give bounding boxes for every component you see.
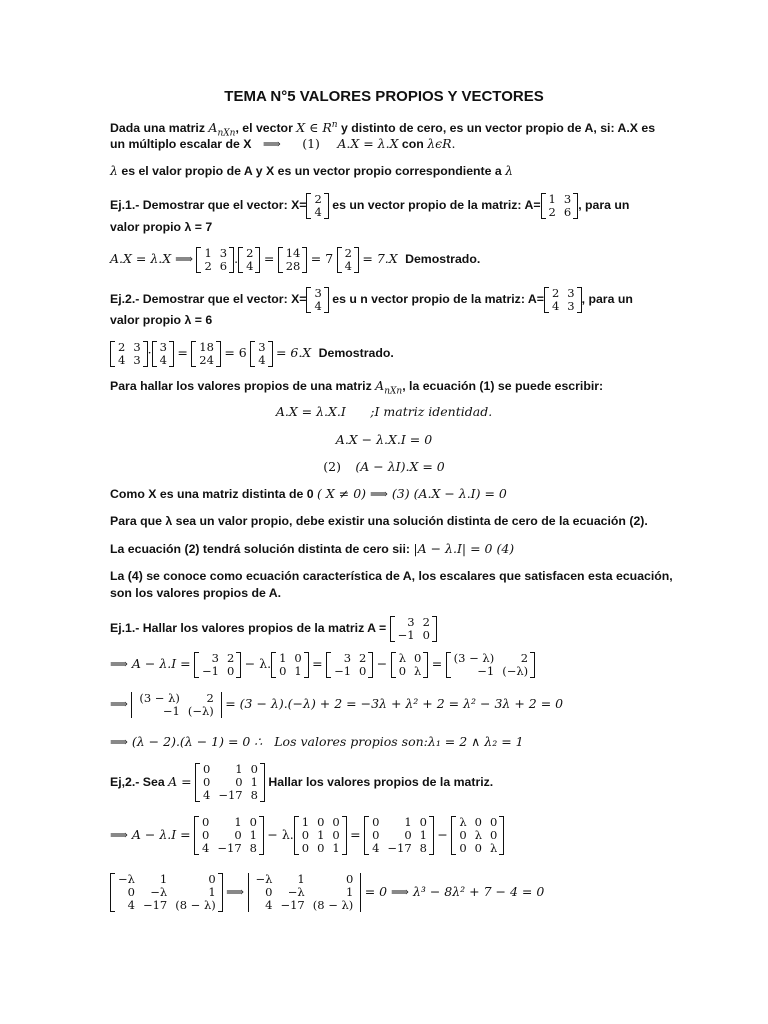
matrix-cell: 4 <box>372 841 380 856</box>
matrix-cell: 1 <box>159 872 168 887</box>
matrix-cell: 0 <box>208 872 216 887</box>
matrix-cell: 2 <box>551 285 560 300</box>
text: Ej.2.- Demostrar que el vector: X= <box>110 292 307 306</box>
matrix-cell: 0 <box>404 828 412 843</box>
math: |A − λ.I| = 0 (4) <box>413 541 515 556</box>
result-matrix <box>446 652 535 678</box>
matrix-cell: 0 <box>294 650 302 665</box>
matrix-cell: 4 <box>344 258 352 273</box>
matrix-cell: (−λ) <box>502 663 529 678</box>
matrix-cell: 0 <box>332 815 340 830</box>
equation-1 <box>0 403 768 421</box>
text: , para un <box>581 292 633 306</box>
text: Para hallar los valores propios de una matriz <box>110 379 376 393</box>
text: es un vector propio de la matriz: A= <box>328 198 541 212</box>
matrix-cell: 4 <box>258 352 266 367</box>
identity-matrix <box>294 816 347 855</box>
identity-matrix <box>271 652 309 678</box>
ej1-lambda: valor propio λ = 7 <box>110 220 213 234</box>
matrix-cell: 3 <box>133 339 141 354</box>
matrix-cell: −λ <box>287 885 305 900</box>
math: λ <box>505 163 514 178</box>
ecuacion-line <box>110 541 514 557</box>
text: , para un <box>578 198 630 212</box>
matrix-cell: (−λ) <box>187 703 214 718</box>
como-line <box>110 486 507 502</box>
matrix-cell: 28 <box>285 258 301 273</box>
matrix-cell: 0 <box>489 828 498 843</box>
matrix-cell: 0 <box>345 872 354 887</box>
matrix-cell: 1 <box>294 663 302 678</box>
matrix-cell: λ <box>459 815 467 830</box>
matrix-a <box>194 816 264 855</box>
matrix-cell: 2 <box>246 245 254 260</box>
matrix-cell: −1 <box>162 703 180 718</box>
matrix-cell: −1 <box>334 663 352 678</box>
math: X ∈ R <box>296 120 332 136</box>
matrix-cell: 3 <box>219 245 228 260</box>
matrix-cell: 0 <box>474 815 482 830</box>
math: A.X = λ.X <box>337 136 399 151</box>
ej2-statement <box>110 284 633 314</box>
matrix-cell: 0 <box>422 627 430 642</box>
text: y distinto de cero, es un vector propio de A, si: A.X es <box>337 121 656 136</box>
matrix-cell: −17 <box>280 898 305 913</box>
determinant <box>131 692 221 718</box>
ej1b-line-1: ⟹ A − λ.I = 3 2 −1 0 − λ. 1 0 0 1 = 3 2 −1 0 − λ 0 0 λ = (3 − λ) 2 −1 (−λ) <box>110 648 535 680</box>
matrix-cell: 0 <box>359 663 367 678</box>
matrix-cell: 2 <box>118 339 126 354</box>
text: . <box>451 136 456 151</box>
matrix-cell: (3 − λ) <box>453 650 495 665</box>
math: = (3 − λ).(−λ) + 2 = −3λ + λ² + 2 = λ² − 3λ + 2 = 0 <box>225 696 564 711</box>
matrix-cell: 0 <box>202 815 210 830</box>
matrix-cell: 1 <box>332 841 340 856</box>
math: ⟹ A − λ.I = <box>110 656 191 671</box>
ej2b-line-1: ⟹ A − λ.I = 0 1 0 0 0 1 4 −17 8 − λ. 1 0 0 0 1 0 0 0 1 = 0 1 0 0 0 1 4 −17 8 − λ 0 0 0 λ 0 0 0 λ <box>110 815 504 855</box>
text: Dada una matriz <box>110 121 209 136</box>
matrix-cell: 3 <box>407 614 415 629</box>
eq-number: (1) <box>302 136 320 151</box>
math: λ <box>110 163 118 178</box>
matrix-a <box>195 763 265 802</box>
lambda-matrix <box>391 652 429 678</box>
la4-line-2: son los valores propios de A. <box>110 586 282 600</box>
matrix-cell: 0 <box>202 828 210 843</box>
ej2-lambda: valor propio λ = 6 <box>110 313 213 327</box>
matrix-cell: 0 <box>250 762 258 777</box>
ej2b-statement: Ej,2.- Sea A = 0 1 0 0 0 1 4 −17 8 Hallar los valores propios de la matriz. <box>110 762 494 803</box>
matrix-cell: 0 <box>234 828 242 843</box>
matrix-cell: 1 <box>234 815 242 830</box>
matrix-cell: 2 <box>206 690 214 705</box>
ej2b-line-2: −λ 1 0 0 −λ 1 4 −17 (8 − λ) ⟹ −λ 1 0 0 −λ 1 4 −17 (8 − λ) = 0 ⟹ λ³ − 8λ² + 7 − 4 = 0 <box>110 872 544 912</box>
matrix-cell: 0 <box>235 775 243 790</box>
matrix-cell: 0 <box>301 841 310 856</box>
matrix-cell: 1 <box>250 775 258 790</box>
matrix-cell: 1 <box>208 885 216 900</box>
definition-line-2 <box>110 136 456 152</box>
matrix-cell: 8 <box>250 788 258 803</box>
vector-x <box>306 193 328 219</box>
matrix-cell: (8 − λ) <box>312 898 354 913</box>
matrix-cell: 4 <box>127 898 135 913</box>
matrix-cell: 2 <box>520 650 529 665</box>
matrix-a <box>364 816 434 855</box>
matrix-cell: 3 <box>314 285 322 300</box>
matrix-cell: 0 <box>372 815 380 830</box>
matrix-cell: 0 <box>227 663 235 678</box>
math: Los valores propios son: <box>274 734 428 749</box>
math-sub: nXn <box>217 128 236 139</box>
matrix-cell: 6 <box>219 258 228 273</box>
matrix-cell: −λ <box>118 872 135 887</box>
matrix-cell: λ <box>414 663 422 678</box>
vector-x <box>238 247 260 273</box>
matrix-cell: 4 <box>159 352 167 367</box>
matrix-cell: 1 <box>297 872 305 887</box>
matrix-cell: 0 <box>414 650 422 665</box>
ej1b-line-3 <box>110 734 524 750</box>
matrix-cell: 24 <box>199 352 214 367</box>
text: Hallar los valores propios de la matriz. <box>268 775 494 789</box>
matrix-cell: 0 <box>419 815 427 830</box>
matrix-cell: 3 <box>343 650 352 665</box>
math: A <box>208 120 218 136</box>
matrix-cell: 0 <box>317 841 325 856</box>
matrix-cell: 1 <box>345 885 354 900</box>
text: Demostrado. <box>318 346 394 360</box>
matrix-cell: 0 <box>459 841 467 856</box>
matrix-a <box>196 247 234 273</box>
result-vector <box>278 247 308 273</box>
math: λ₁ = 2 ∧ λ₂ = 1 <box>427 734 524 749</box>
matrix-cell: 0 <box>249 815 257 830</box>
matrix-cell: 0 <box>301 828 310 843</box>
matrix-cell: 0 <box>459 828 467 843</box>
text: es un vector propio correspondiente a <box>274 164 506 178</box>
matrix-cell: 4 <box>314 298 322 313</box>
ej2-calc: 2 3 4 3 · 3 4 = 18 24 = 6 3 4 = 6.X Demostrado. <box>110 338 394 368</box>
matrix-cell: 3 <box>159 339 167 354</box>
matrix-cell: 18 <box>199 339 214 354</box>
matrix-cell: −1 <box>397 627 415 642</box>
text: Demostrado. <box>405 252 481 266</box>
math: = 0 ⟹ λ³ − 8λ² + 7 − 4 = 0 <box>364 884 545 899</box>
matrix-cell: 8 <box>419 841 427 856</box>
equation-3 <box>0 458 768 476</box>
text: es el valor propio de A y <box>117 164 266 178</box>
matrix-cell: (8 − λ) <box>175 898 216 913</box>
text: , la ecuación (1) se puede escribir: <box>402 379 604 393</box>
matrix-cell: −17 <box>218 788 243 803</box>
lambda-line <box>110 163 513 179</box>
matrix-cell: 4 <box>551 298 560 313</box>
equation-2 <box>0 431 768 449</box>
matrix-cell: 4 <box>265 898 273 913</box>
text: Ej.1.- Hallar los valores propios de la matriz A = <box>110 621 390 635</box>
page-title: TEMA N°5 VALORES PROPIOS Y VECTORES <box>224 88 544 105</box>
matrix-cell: 1 <box>249 828 257 843</box>
matrix-cell: −1 <box>477 663 495 678</box>
math: (A − λI).X = 0 <box>355 459 445 474</box>
matrix-a <box>390 616 437 642</box>
matrix-cell: 14 <box>285 245 301 260</box>
matrix-cell: 3 <box>563 191 572 206</box>
determinant <box>248 873 362 912</box>
matrix-cell: 1 <box>279 650 287 665</box>
matrix-cell: 0 <box>279 663 287 678</box>
matrix-cell: 2 <box>314 191 322 206</box>
matrix-cell: 1 <box>419 828 427 843</box>
matrix-a <box>541 193 579 219</box>
matrix-cell: 3 <box>211 650 219 665</box>
math: A.X = λ.X ⟹ <box>110 251 194 266</box>
matrix-a <box>544 287 582 313</box>
matrix-cell: 3 <box>258 339 266 354</box>
matrix-cell: 0 <box>474 841 482 856</box>
text: Ej.1.- Demostrar que el vector: X= <box>110 198 307 212</box>
ej1b-line-2: ⟹ (3 − λ) 2 −1 (−λ) = (3 − λ).(−λ) + 2 = −3λ + λ² + 2 = λ² − 3λ + 2 = 0 <box>110 690 564 718</box>
matrix-cell: 0 <box>127 885 135 900</box>
matrix-cell: 4 <box>118 352 126 367</box>
matrix-cell: 0 <box>372 828 380 843</box>
math: ⟹ (λ − 2).(λ − 1) = 0 ∴ <box>110 734 267 749</box>
matrix-cell: λ <box>490 841 498 856</box>
matrix-cell: 2 <box>359 650 367 665</box>
matrix-a <box>326 652 373 678</box>
matrix-cell: (3 − λ) <box>139 690 180 705</box>
matrix-cell: 0 <box>265 885 273 900</box>
matrix-a <box>194 652 241 678</box>
vector-x <box>152 341 174 367</box>
matrix-cell: 4 <box>202 841 210 856</box>
matrix-cell: 0 <box>317 815 325 830</box>
matrix-cell: 1 <box>204 245 212 260</box>
math: λϵR <box>427 136 452 151</box>
para-line: Para que λ sea un valor propio, debe existir una solución distinta de cero de la ecuación (2). <box>110 514 648 528</box>
matrix-cell: 2 <box>344 245 352 260</box>
matrix-cell: 3 <box>567 298 575 313</box>
matrix-cell: −λ <box>150 885 168 900</box>
matrix-cell: 1 <box>404 815 412 830</box>
matrix-cell: −17 <box>217 841 242 856</box>
math: = 7.X <box>362 251 398 266</box>
vector-x <box>306 287 328 313</box>
matrix-cell: 4 <box>203 788 211 803</box>
math: = 6 <box>224 345 247 360</box>
text: La ecuación (2) tendrá solución distinta de cero sii: <box>110 542 414 556</box>
matrix-a <box>110 341 148 367</box>
text: , el vector <box>235 121 297 136</box>
ej1b-statement <box>110 613 437 643</box>
lambda-matrix <box>451 816 504 855</box>
matrix-cell: 0 <box>203 775 211 790</box>
text: Como X es una matriz distinta de 0 <box>110 487 318 501</box>
text: X <box>266 164 275 178</box>
matrix-cell: λ <box>474 828 482 843</box>
eq-number: (2) <box>323 459 341 474</box>
result-vector <box>191 341 221 367</box>
ej1-statement <box>110 190 629 220</box>
text: es u n vector propio de la matriz: A= <box>328 292 544 306</box>
matrix-cell: −17 <box>142 898 168 913</box>
matrix-cell: 0 <box>203 762 211 777</box>
matrix-cell: −17 <box>387 841 412 856</box>
math: = 6.X <box>275 345 312 360</box>
math: ;I matriz identidad. <box>370 404 493 419</box>
matrix-cell: 1 <box>235 762 243 777</box>
matrix-cell: 4 <box>246 258 254 273</box>
math: A.X = λ.X.I <box>275 404 346 419</box>
matrix-cell: 4 <box>314 204 322 219</box>
matrix-cell: 1 <box>548 191 556 206</box>
matrix-cell: 6 <box>563 204 572 219</box>
vector-x <box>337 247 359 273</box>
math-sup: n <box>331 120 338 130</box>
vector-x <box>250 341 272 367</box>
math: A.X − λ.X.I = 0 <box>335 432 433 447</box>
matrix-cell: 8 <box>249 841 257 856</box>
implies-symbol: ⟹ <box>262 136 281 151</box>
text: Ej,2.- Sea <box>110 775 169 789</box>
text: con <box>398 137 428 151</box>
math: = 7 <box>310 251 334 266</box>
matrix-cell: −1 <box>202 663 219 678</box>
matrix-cell: 2 <box>204 258 212 273</box>
matrix-cell: 3 <box>133 352 141 367</box>
matrix-cell: −λ <box>255 872 273 887</box>
matrix-cell: λ <box>398 650 407 665</box>
ej1-calc: A.X = λ.X ⟹ 1 3 2 6 . 2 4 = 14 28 = 7 2 4 = 7.X Demostrado. <box>110 245 481 273</box>
matrix-cell: 3 <box>567 285 575 300</box>
matrix-cell: 2 <box>422 614 430 629</box>
la4-line-1: La (4) se conoce como ecuación característica de A, los escalares que satisfacen esta ecuación, <box>110 569 673 583</box>
matrix-cell: 0 <box>489 815 498 830</box>
matrix-cell: 1 <box>301 815 310 830</box>
math: ( X ≠ 0) ⟹ (3) (A.X − λ.I) = 0 <box>317 486 507 501</box>
matrix-cell: 2 <box>227 650 235 665</box>
text: un múltiplo escalar de X <box>110 137 255 151</box>
hallar-line: Para hallar los valores propios de una matriz $A_{nXn}$, la ecuación (1) se puede escribir: <box>110 378 604 397</box>
matrix-cell: 0 <box>398 663 407 678</box>
matrix-cell: 1 <box>317 828 325 843</box>
matrix-cell: 2 <box>548 204 556 219</box>
matrix-cell: 0 <box>332 828 340 843</box>
result-matrix <box>110 873 223 912</box>
